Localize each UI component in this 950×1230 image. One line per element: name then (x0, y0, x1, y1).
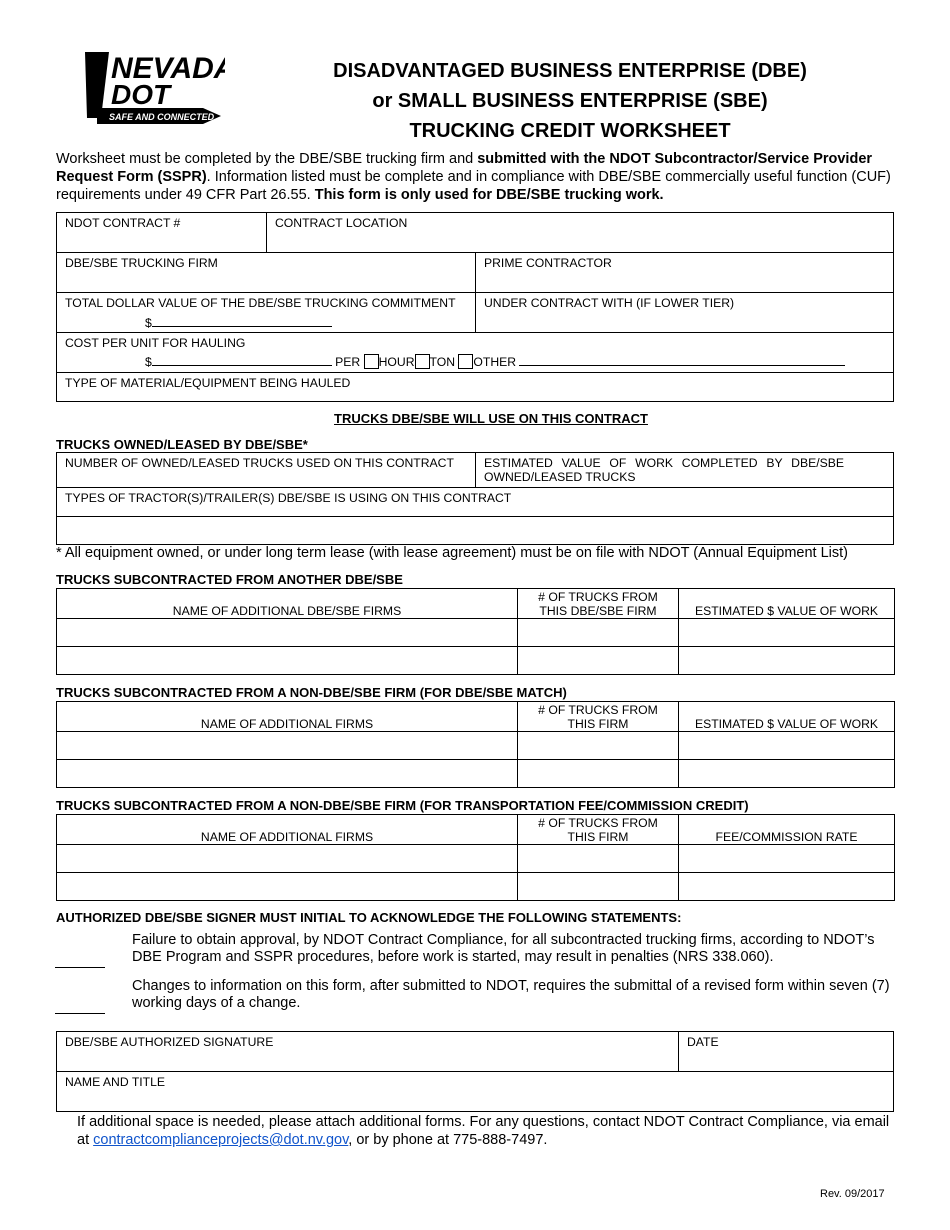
trucks-heading: TRUCKS DBE/SBE WILL USE ON THIS CONTRACT (334, 411, 648, 426)
per-label: PER (335, 355, 361, 369)
footer-note (77, 1113, 897, 1149)
name-title-field[interactable] (57, 1072, 893, 1111)
sub-match-col-value: ESTIMATED $ VALUE OF WORK (679, 702, 895, 732)
owned-footnote: * All equipment owned, or under long term lease (with lease agreement) must be on file with NDOT (Annual Equipment List) (56, 545, 848, 561)
total-value-dollar (145, 314, 332, 330)
intro-text-1: Worksheet must be completed by the DBE/SBE trucking firm and (56, 151, 478, 167)
intro-bold-2: This form is only used for DBE/SBE trucking work. (314, 187, 664, 203)
logo-tagline: SAFE AND CONNECTED (109, 112, 215, 122)
logo-nevada-text: NEVADA (111, 52, 225, 85)
ack-heading: AUTHORIZED DBE/SBE SIGNER MUST INITIAL TO ACKNOWLEDGE THE FOLLOWING STATEMENTS: (56, 910, 682, 925)
prime-contractor-field[interactable] (476, 253, 893, 293)
cost-per-unit-label: COST PER UNIT FOR HAULING (65, 336, 246, 350)
dollar-sign: $ (145, 316, 152, 330)
owned-heading: TRUCKS OWNED/LEASED BY DBE/SBE* (56, 437, 308, 452)
table-header-row (57, 815, 895, 845)
name-title-label: NAME AND TITLE (65, 1075, 166, 1089)
owned-types-field[interactable] (57, 488, 893, 517)
hour-checkbox[interactable] (364, 354, 379, 369)
table-header-row (57, 702, 895, 732)
owned-number-label: NUMBER OF OWNED/LEASED TRUCKS USED ON THIS CONTRACT (65, 456, 454, 470)
total-value-label: TOTAL DOLLAR VALUE OF THE DBE/SBE TRUCKING COMMITMENT (65, 296, 456, 310)
material-label: TYPE OF MATERIAL/EQUIPMENT BEING HAULED (65, 376, 351, 390)
owned-number-field[interactable] (57, 453, 476, 488)
sub-fee-col-trucks (518, 815, 679, 845)
initial-line-1[interactable] (55, 967, 105, 968)
sub-fee-heading: TRUCKS SUBCONTRACTED FROM A NON-DBE/SBE FIRM (FOR TRANSPORTATION FEE/COMMISSION CREDIT) (56, 798, 749, 813)
cost-per-unit-row (145, 353, 845, 369)
contract-info-form (56, 212, 894, 402)
owned-estimated-label: ESTIMATED VALUE OF WORK COMPLETED BY DBE/SBE OWNED/LEASED TRUCKS (484, 456, 844, 484)
table-row[interactable] (57, 873, 895, 901)
material-field[interactable] (57, 373, 893, 401)
owned-estimated-field[interactable] (476, 453, 893, 488)
sub-dbe-col-name: NAME OF ADDITIONAL DBE/SBE FIRMS (57, 589, 518, 619)
date-field[interactable] (679, 1032, 893, 1072)
under-contract-field[interactable] (476, 293, 893, 333)
prime-contractor-label: PRIME CONTRACTOR (484, 256, 612, 270)
sub-match-col-trucks-l2: THIS FIRM (567, 717, 629, 731)
sub-dbe-table (56, 588, 895, 675)
ton-checkbox[interactable] (415, 354, 430, 369)
sub-match-table (56, 701, 895, 788)
signature-label: DBE/SBE AUTHORIZED SIGNATURE (65, 1035, 274, 1049)
title-line-2: or SMALL BUSINESS ENTERPRISE (SBE) (372, 90, 768, 112)
sub-fee-col-rate: FEE/COMMISSION RATE (679, 815, 895, 845)
ack-statement-1: Failure to obtain approval, by NDOT Contract Compliance, for all subcontracted trucking firms, according to NDOT’s DBE Program and SSPR procedures, before work is started, may result in penalties (NRS 338.060). (132, 932, 875, 965)
trucking-firm-label: DBE/SBE TRUCKING FIRM (65, 256, 218, 270)
sub-dbe-heading: TRUCKS SUBCONTRACTED FROM ANOTHER DBE/SBE (56, 572, 403, 587)
hour-label: HOUR (378, 355, 415, 369)
other-label: OTHER (473, 355, 517, 369)
cost-per-unit-field[interactable] (57, 333, 893, 373)
other-checkbox[interactable] (458, 354, 473, 369)
sub-match-heading: TRUCKS SUBCONTRACTED FROM A NON-DBE/SBE FIRM (FOR DBE/SBE MATCH) (56, 685, 567, 700)
table-row[interactable] (57, 647, 895, 675)
revision-label: Rev. 09/2017 (820, 1188, 885, 1200)
logo-dot-text: DOT (111, 79, 171, 110)
sub-fee-table (56, 814, 895, 901)
sub-dbe-col-value: ESTIMATED $ VALUE OF WORK (679, 589, 895, 619)
sub-dbe-col-trucks (518, 589, 679, 619)
under-contract-label: UNDER CONTRACT WITH (IF LOWER TIER) (484, 296, 735, 310)
sub-dbe-col-trucks-l2: THIS DBE/SBE FIRM (539, 604, 657, 618)
sub-match-col-trucks (518, 702, 679, 732)
footer-text-2: , or by phone at 775-888-7497. (348, 1132, 548, 1148)
sub-fee-col-trucks-l1: # OF TRUCKS FROM (538, 816, 658, 830)
contact-email-link[interactable]: contractcomplianceprojects@dot.nv.gov (93, 1132, 349, 1148)
cost-dollar-sign: $ (145, 355, 152, 369)
table-row[interactable] (57, 732, 895, 760)
date-label: DATE (687, 1035, 719, 1049)
owned-types-label: TYPES OF TRACTOR(S)/TRAILER(S) DBE/SBE IS USING ON THIS CONTRACT (65, 491, 512, 505)
ton-label: TON (429, 355, 456, 369)
ack-statement-2: Changes to information on this form, after submitted to NDOT, requires the submittal of a revised form within seven (7) working days of a change. (132, 978, 890, 1011)
trucking-firm-field[interactable] (57, 253, 476, 293)
contract-location-field[interactable] (267, 213, 893, 253)
total-value-field[interactable] (57, 293, 476, 333)
intro-paragraph (56, 150, 896, 204)
sub-fee-col-trucks-l2: THIS FIRM (567, 830, 629, 844)
document-title (290, 56, 850, 146)
sub-match-col-name: NAME OF ADDITIONAL FIRMS (57, 702, 518, 732)
owned-trucks-form (56, 452, 894, 545)
contract-location-label: CONTRACT LOCATION (275, 216, 408, 230)
owned-types-blank-row[interactable] (57, 517, 893, 544)
table-row[interactable] (57, 845, 895, 873)
intro-bold-1: submitted with the NDOT Subcontractor/Service Provider Request Form (SSPR) (56, 151, 873, 185)
table-row[interactable] (57, 760, 895, 788)
signature-field[interactable] (57, 1032, 679, 1072)
sub-dbe-col-trucks-l1: # OF TRUCKS FROM (538, 590, 658, 604)
footer-text-1: If additional space is needed, please attach additional forms. For any questions, contact NDOT Contract Compliance, via email at (77, 1114, 890, 1148)
intro-text-2: . Information listed must be complete and in compliance with DBE/SBE commercially useful function (CUF) requirements under 49 CFR Part 26.55. (56, 169, 891, 203)
sub-match-col-trucks-l1: # OF TRUCKS FROM (538, 703, 658, 717)
contract-number-label: NDOT CONTRACT # (65, 216, 181, 230)
title-line-3: TRUCKING CREDIT WORKSHEET (409, 120, 731, 142)
signature-form (56, 1031, 894, 1112)
sub-fee-col-name: NAME OF ADDITIONAL FIRMS (57, 815, 518, 845)
table-row[interactable] (57, 619, 895, 647)
nevada-dot-logo (75, 48, 225, 126)
initial-line-2[interactable] (55, 1013, 105, 1014)
table-header-row (57, 589, 895, 619)
contract-number-field[interactable] (57, 213, 267, 253)
title-line-1: DISADVANTAGED BUSINESS ENTERPRISE (DBE) (333, 60, 807, 82)
logo-graphic (75, 48, 225, 126)
